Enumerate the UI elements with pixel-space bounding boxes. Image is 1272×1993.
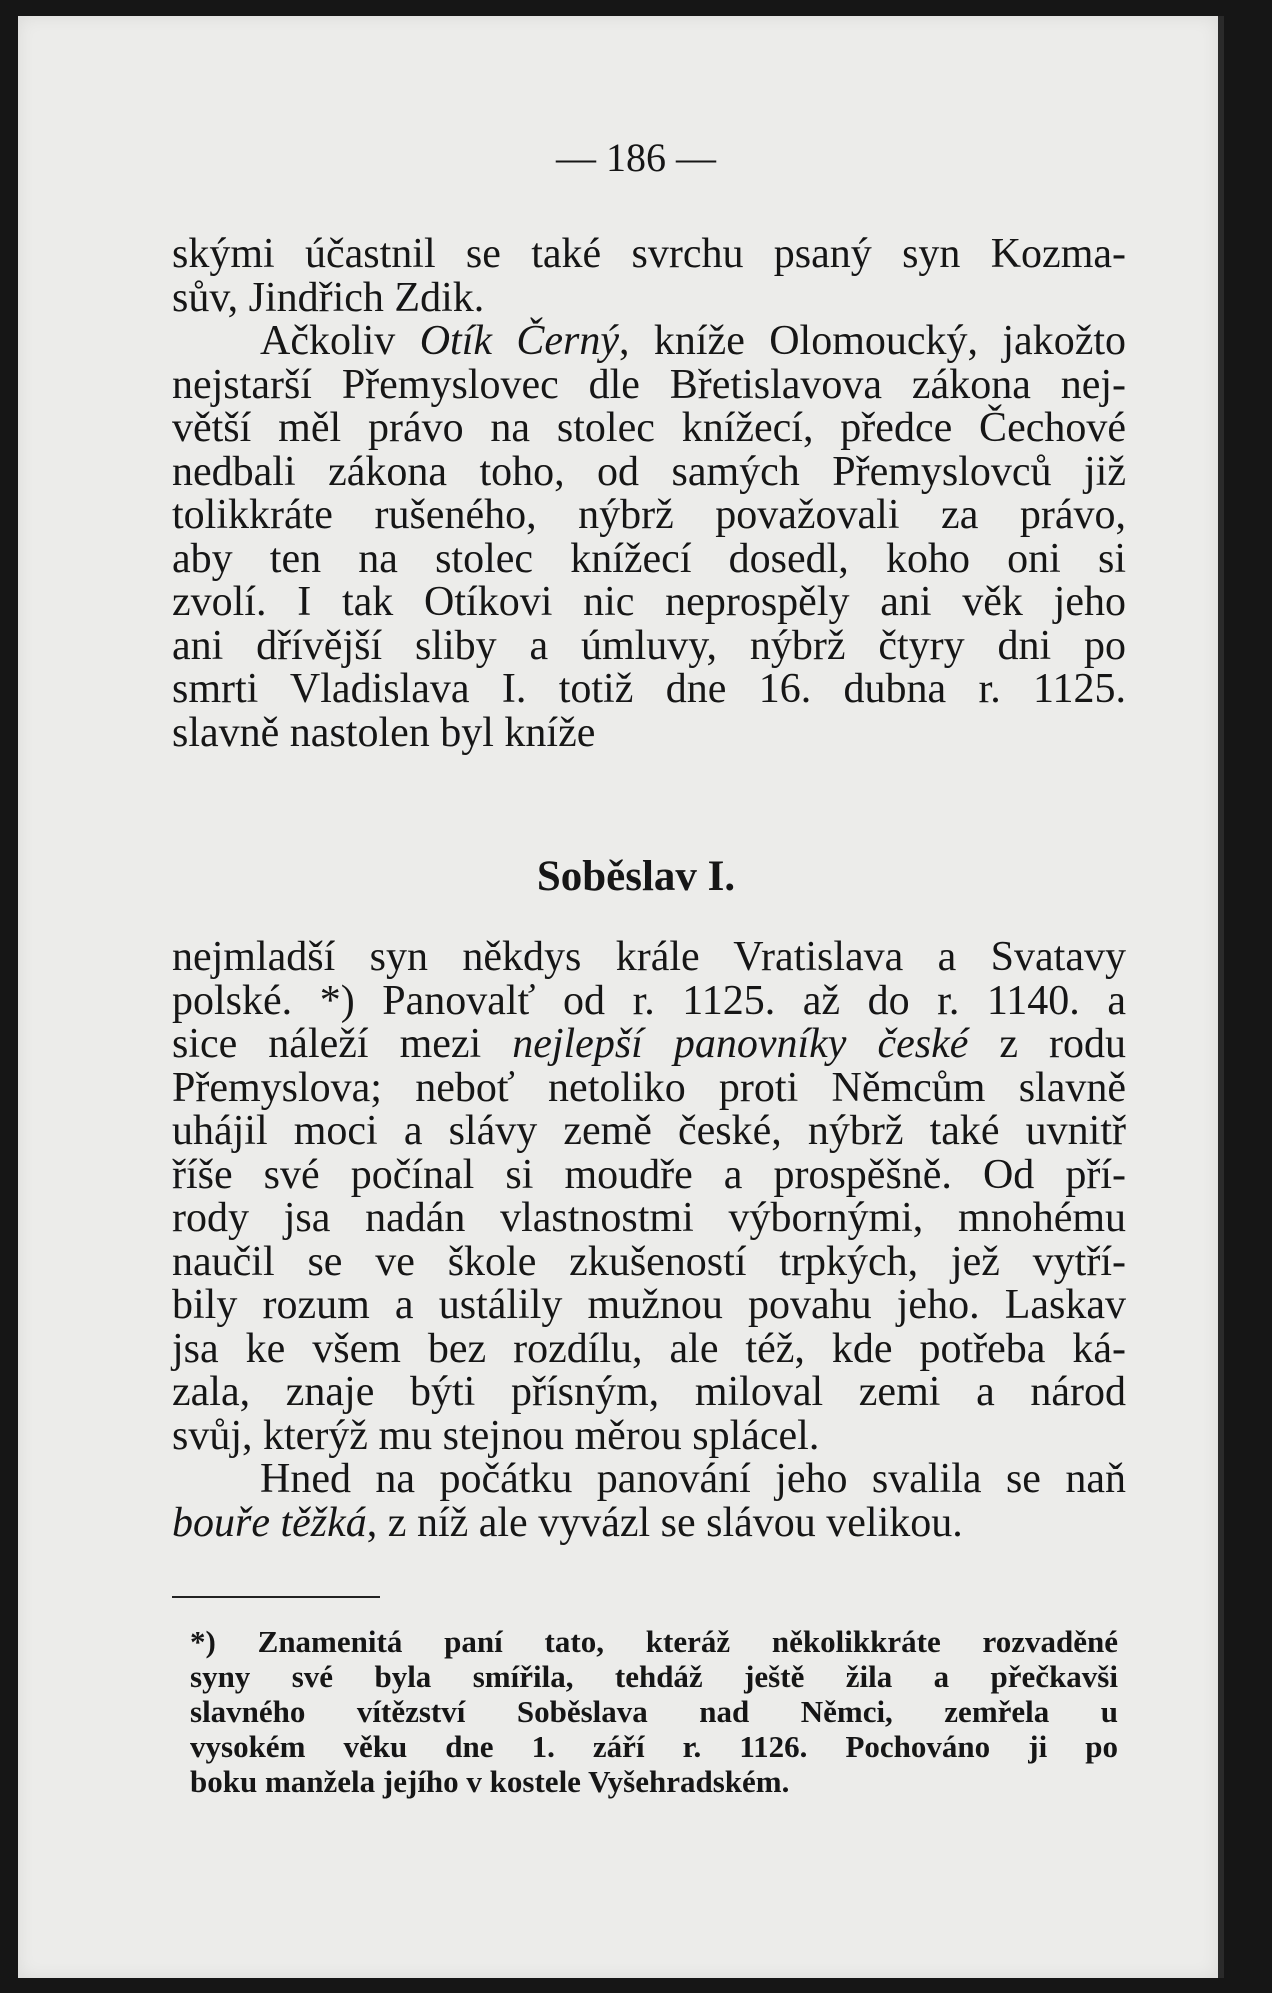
text-line: uhájil moci a slávy země české, nýbrž také uvnitř bbox=[172, 1108, 1126, 1154]
text-line: bily rozum a ustálily mužnou povahu jeho. Laskav bbox=[172, 1282, 1126, 1328]
paragraph-2 bbox=[172, 320, 1126, 755]
text-line: aby ten na stolec knížecí dosedl, koho oni si bbox=[172, 535, 1126, 582]
text-line: nedbali zákona toho, od samých Přemyslovců již bbox=[172, 448, 1126, 495]
footnote bbox=[190, 1624, 1118, 1799]
text-line: smrti Vladislava I. totiž dne 16. dubna r. 1125. bbox=[172, 666, 1126, 712]
text-line: říše své počínal si moudře a prospěšně. Od pří- bbox=[172, 1151, 1126, 1198]
text-line: nejmladší syn někdys krále Vratislava a Svatavy bbox=[172, 934, 1126, 980]
text-line: naučil se ve škole zkušeností trpkých, jež vytří- bbox=[172, 1238, 1126, 1285]
text-line: zvolí. I tak Otíkovi nic neprospěly ani věk jeho bbox=[172, 579, 1126, 625]
page-number: — 186 — bbox=[556, 135, 716, 180]
text-line: jsa ke všem bez rozdílu, ale též, kde potřeba ká- bbox=[172, 1325, 1126, 1372]
paragraph-3 bbox=[172, 936, 1126, 1458]
text-line: zala, znaje býti přísným, miloval zemi a národ bbox=[172, 1369, 1126, 1415]
text-line: sův, Jindřich Zdik. bbox=[172, 274, 485, 321]
text-line: Ačkoliv Otík Černý, kníže Olomoucký, jakožto bbox=[260, 318, 1127, 364]
paragraph-1 bbox=[172, 233, 1126, 320]
text-line: tolikkráte rušeného, nýbrž považovali za právo, bbox=[172, 492, 1126, 538]
paragraph-4 bbox=[172, 1458, 1126, 1545]
text-line: Přemyslova; neboť netoliko proti Němcům slavně bbox=[172, 1064, 1126, 1111]
text-line: slavně nastolen byl kníže bbox=[172, 709, 596, 756]
footnote-line: vysokém věku dne 1. září r. 1126. Pochováno ji po bbox=[190, 1729, 1118, 1764]
footnote-line: syny své byla smířila, tehdáž ještě žila a přečkavši bbox=[190, 1659, 1118, 1694]
text-line: větší měl právo na stolec knížecí, předce Čechové bbox=[172, 405, 1126, 451]
text-line: svůj, kterýž mu stejnou měrou splácel. bbox=[172, 1412, 820, 1459]
text-line: Hned na počátku panování jeho svalila se naň bbox=[260, 1456, 1126, 1502]
text-line: polské. *) Panovalť od r. 1125. až do r. 1140. a bbox=[172, 977, 1126, 1024]
text-line: skými účastnil se také svrchu psaný syn Kozma- bbox=[172, 231, 1126, 277]
footnote-line: boku manžela jejího v kostele Vyšehradském. bbox=[190, 1764, 790, 1799]
text-line: sice náleží mezi nejlepší panovníky české z rodu bbox=[172, 1021, 1126, 1067]
text-line: ani dřívější sliby a úmluvy, nýbrž čtyry dni po bbox=[172, 622, 1126, 669]
text-line: rody jsa nadán vlastnostmi výbornými, mnohému bbox=[172, 1195, 1126, 1241]
section-heading: Soběslav I. bbox=[536, 853, 736, 900]
text-line: bouře těžká, z níž ale vyvázl se slávou velikou. bbox=[172, 1499, 963, 1546]
text-line: nejstarší Přemyslovec dle Břetislavova zákona nej- bbox=[172, 361, 1126, 408]
footnote-line: slavného vítězství Soběslava nad Němci, zemřela u bbox=[190, 1694, 1118, 1729]
footnote-rule bbox=[172, 1596, 380, 1598]
footnote-line: *) Znamenitá paní tato, kteráž několikkráte rozvaděné bbox=[190, 1624, 1118, 1659]
